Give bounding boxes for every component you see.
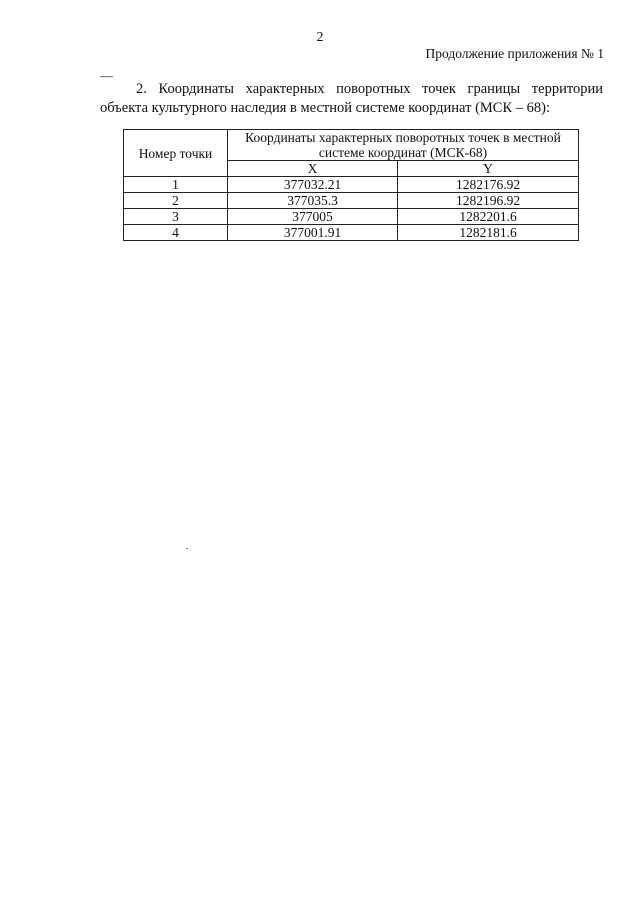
y-column-header: Y (398, 161, 579, 177)
y-coordinate-cell: 1282196.92 (398, 193, 579, 209)
x-coordinate-cell: 377005 (228, 209, 398, 225)
x-coordinate-cell: 377001.91 (228, 225, 398, 241)
point-number-cell: 1 (124, 177, 228, 193)
coordinates-paragraph (100, 80, 603, 118)
x-column-header: X (228, 161, 398, 177)
table-row (124, 225, 579, 241)
x-coordinate-cell: 377032.21 (228, 177, 398, 193)
scan-speck (186, 548, 188, 549)
paragraph-line-1: 2. Координаты характерных поворотных точек границы территории (136, 81, 603, 97)
x-coordinate-cell: 377035.3 (228, 193, 398, 209)
point-number-cell: 3 (124, 209, 228, 225)
point-number-header: Номер точки (124, 130, 228, 177)
page-number: 2 (316, 30, 324, 45)
point-number-cell: 4 (124, 225, 228, 241)
dash-mark: — (100, 68, 113, 83)
table-row (124, 209, 579, 225)
table-row (124, 193, 579, 209)
y-coordinate-cell: 1282176.92 (398, 177, 579, 193)
coordinates-group-header: Координаты характерных поворотных точек в местной системе координат (МСК-68) (228, 130, 579, 161)
y-coordinate-cell: 1282201.6 (398, 209, 579, 225)
appendix-continuation-note: Продолжение приложения № 1 (425, 46, 604, 61)
table-row (124, 177, 579, 193)
table-header-row (124, 130, 579, 161)
paragraph-line-2: объекта культурного наследия в местной системе координат (МСК – 68): (100, 100, 550, 116)
point-number-cell: 2 (124, 193, 228, 209)
y-coordinate-cell: 1282181.6 (398, 225, 579, 241)
coordinates-table (123, 129, 579, 241)
